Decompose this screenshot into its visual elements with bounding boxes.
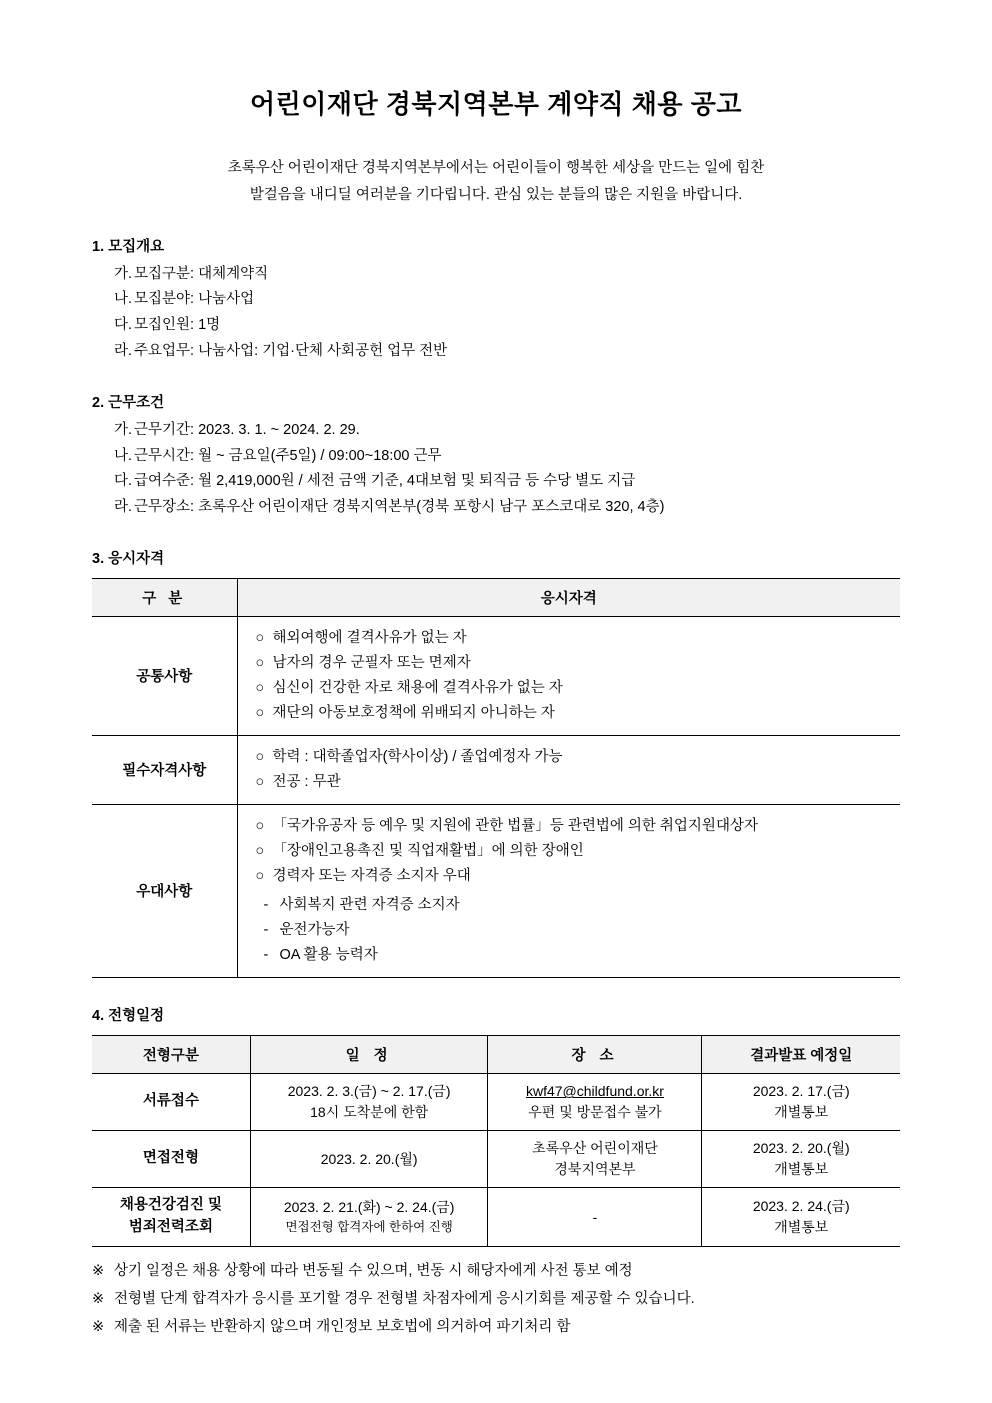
bullet-item — [256, 745, 901, 770]
table-row — [92, 617, 900, 736]
list-item — [114, 495, 900, 521]
section-working-conditions — [92, 391, 900, 521]
cell-result — [702, 1074, 900, 1131]
bullet-item — [256, 651, 901, 676]
bullet-item — [256, 676, 901, 701]
table-row — [92, 804, 900, 978]
table-header-row — [92, 579, 900, 617]
result-line-2: 개별통보 — [774, 1104, 829, 1121]
cell-stage: 면접전형 — [92, 1131, 250, 1188]
schedule-line-1: 2023. 2. 3.(금) ~ 2. 17.(금) — [287, 1083, 451, 1100]
dash-bullet-icon: - — [263, 897, 269, 914]
dash-text: 사회복지 관련 자격증 소지자 — [279, 897, 460, 914]
row-label-common: 공통사항 — [92, 617, 237, 736]
cell-place: - — [488, 1188, 702, 1247]
circle-bullet-icon: ○ — [255, 842, 265, 859]
list-item — [114, 418, 900, 444]
column-header-category: 구 분 — [92, 579, 237, 617]
reference-mark-icon: ※ — [92, 1262, 105, 1279]
intro-paragraph — [92, 155, 900, 209]
dash-text: OA 활용 능력자 — [279, 947, 378, 964]
dash-bullet-icon: - — [263, 947, 269, 964]
item-marker: 다. — [114, 473, 133, 490]
section1-list — [92, 262, 900, 365]
cell-stage: 서류접수 — [92, 1074, 250, 1131]
column-header-result: 결과발표 예정일 — [702, 1036, 900, 1074]
place-line-2: 경북지역본부 — [554, 1161, 636, 1178]
section2-title: 근무조건 — [108, 394, 165, 411]
stage-line-2: 범죄전력조회 — [128, 1219, 213, 1235]
row-label-required: 필수자격사항 — [92, 735, 237, 804]
dash-item — [256, 943, 901, 968]
item-text: 주요업무: 나눔사업: 기업·단체 사회공헌 업무 전반 — [134, 343, 448, 360]
circle-bullet-icon: ○ — [255, 704, 265, 721]
cell-result — [702, 1188, 900, 1247]
circle-bullet-icon: ○ — [255, 679, 265, 696]
row-content-required — [237, 735, 900, 804]
result-line-1: 2023. 2. 20.(월) — [752, 1140, 850, 1157]
item-marker: 다. — [114, 317, 133, 334]
bullet-item — [256, 864, 901, 889]
row-content-common — [237, 617, 900, 736]
schedule-line-1: 2023. 2. 21.(화) ~ 2. 24.(금) — [283, 1199, 455, 1216]
cell-schedule — [250, 1131, 488, 1188]
bullet-text: 전공 : 무관 — [272, 773, 341, 790]
item-marker: 나. — [114, 447, 133, 464]
item-text: 모집인원: 1명 — [134, 317, 221, 334]
cell-schedule — [250, 1074, 488, 1131]
circle-bullet-icon: ○ — [255, 748, 265, 765]
circle-bullet-icon: ○ — [255, 654, 265, 671]
place-line-2: 우편 및 방문접수 불가 — [528, 1104, 662, 1121]
result-line-1: 2023. 2. 24.(금) — [752, 1198, 850, 1214]
bullet-text: 「국가유공자 등 예우 및 지원에 관한 법률」등 관련법에 의한 취업지원대상자 — [272, 817, 758, 834]
section-recruitment-overview — [92, 235, 900, 365]
bullet-item — [256, 626, 901, 651]
note-text: 전형별 단계 합격자가 응시를 포기할 경우 전형별 차점자에게 응시기회를 제공할 수 있습니다. — [114, 1291, 695, 1308]
schedule-notes — [92, 1257, 900, 1342]
place-line-1: 초록우산 어린이재단 — [532, 1140, 658, 1157]
schedule-table — [92, 1035, 900, 1247]
circle-bullet-icon: ○ — [255, 867, 265, 884]
bullet-text: 심신이 건강한 자로 채용에 결격사유가 없는 자 — [272, 679, 563, 696]
result-line-2: 개별통보 — [774, 1161, 829, 1178]
item-marker: 나. — [114, 291, 133, 308]
section1-number: 1. — [92, 238, 105, 255]
section-selection-schedule — [92, 1004, 900, 1341]
dash-item — [256, 918, 901, 943]
item-marker: 라. — [114, 499, 133, 516]
column-header-place: 장 소 — [488, 1036, 702, 1074]
circle-bullet-icon: ○ — [255, 817, 265, 834]
item-text: 근무시간: 월 ~ 금요일(주5일) / 09:00~18:00 근무 — [134, 447, 442, 464]
bullet-text: 재단의 아동보호정책에 위배되지 아니하는 자 — [272, 704, 555, 721]
column-header-qualification: 응시자격 — [237, 579, 900, 617]
section2-heading — [92, 391, 900, 412]
list-item — [114, 339, 900, 365]
dash-item — [256, 893, 901, 918]
section2-list — [92, 418, 900, 521]
email-link[interactable]: kwf47@childfund.or.kr — [525, 1083, 664, 1100]
section1-title: 모집개요 — [108, 238, 165, 255]
item-marker: 가. — [114, 265, 133, 282]
section3-title: 응시자격 — [108, 551, 165, 567]
page-title: 어린이재단 경북지역본부 계약직 채용 공고 — [250, 89, 742, 119]
list-item — [114, 469, 900, 495]
intro-line-2: 발걸음을 내디딜 여러분을 기다립니다. 관심 있는 분들의 많은 지원을 바랍니다. — [249, 186, 743, 203]
bullet-text: 경력자 또는 자격증 소지자 우대 — [272, 867, 471, 884]
schedule-line-2: 18시 도착분에 한함 — [310, 1104, 429, 1121]
bullet-item — [256, 814, 901, 839]
reference-mark-icon: ※ — [92, 1291, 105, 1308]
bullet-text: 남자의 경우 군필자 또는 면제자 — [272, 654, 471, 671]
schedule-line-1: 2023. 2. 20.(월) — [320, 1150, 418, 1167]
item-marker: 라. — [114, 343, 133, 360]
item-text: 근무기간: 2023. 3. 1. ~ 2024. 2. 29. — [134, 421, 360, 438]
list-item — [114, 262, 900, 288]
item-text: 급여수준: 월 2,419,000원 / 세전 금액 기준, 4대보험 및 퇴직금 등 수당 별도 지급 — [134, 473, 636, 490]
table-row — [92, 1188, 900, 1247]
section4-heading — [92, 1004, 900, 1025]
bullet-item — [256, 701, 901, 726]
section2-number: 2. — [92, 394, 105, 411]
item-marker: 가. — [114, 421, 133, 438]
list-item — [114, 287, 900, 313]
schedule-line-2: 면접전형 합격자에 한하여 진행 — [285, 1220, 453, 1235]
list-item — [114, 444, 900, 470]
section3-heading — [92, 547, 900, 568]
note-item — [92, 1257, 900, 1285]
cell-place — [488, 1074, 702, 1131]
column-header-date: 일 정 — [250, 1036, 488, 1074]
qualifications-table — [92, 578, 900, 978]
note-text: 상기 일정은 채용 상황에 따라 변동될 수 있으며, 변동 시 해당자에게 사전 통보 예정 — [114, 1262, 633, 1279]
note-text: 제출 된 서류는 반환하지 않으며 개인정보 보호법에 의거하여 파기처리 함 — [114, 1319, 571, 1336]
intro-line-1: 초록우산 어린이재단 경북지역본부에서는 어린이들이 행복한 세상을 만드는 일에 힘찬 — [227, 160, 765, 176]
bullet-item — [256, 770, 901, 795]
section1-heading — [92, 235, 900, 256]
note-item — [92, 1285, 900, 1313]
result-line-1: 2023. 2. 17.(금) — [752, 1083, 850, 1100]
item-text: 모집분야: 나눔사업 — [134, 291, 255, 308]
item-text: 모집구분: 대체계약직 — [134, 265, 269, 282]
circle-bullet-icon: ○ — [255, 630, 265, 646]
table-row — [92, 1074, 900, 1131]
row-content-preferred — [237, 804, 900, 978]
circle-bullet-icon: ○ — [255, 773, 265, 790]
dash-bullet-icon: - — [263, 922, 269, 939]
dash-text: 운전가능자 — [279, 922, 350, 939]
cell-schedule — [250, 1188, 488, 1247]
item-text: 근무장소: 초록우산 어린이재단 경북지역본부(경북 포항시 남구 포스코대로 320, 4층) — [134, 499, 665, 516]
cell-stage — [92, 1188, 250, 1247]
list-item — [114, 313, 900, 339]
bullet-text: 해외여행에 결격사유가 없는 자 — [272, 630, 467, 646]
bullet-text: 「장애인고용촉진 및 직업재활법」에 의한 장애인 — [272, 842, 584, 859]
stage-line-1: 채용건강검진 및 — [119, 1197, 222, 1214]
section4-number: 4. — [92, 1008, 105, 1025]
section4-title: 전형일정 — [108, 1008, 165, 1025]
table-header-row — [92, 1036, 900, 1074]
note-item — [92, 1313, 900, 1341]
cell-result — [702, 1131, 900, 1188]
bullet-text: 학력 : 대학졸업자(학사이상) / 졸업예정자 가능 — [272, 748, 563, 765]
cell-place — [488, 1131, 702, 1188]
bullet-item — [256, 839, 901, 864]
table-row — [92, 1131, 900, 1188]
result-line-2: 개별통보 — [774, 1219, 829, 1235]
reference-mark-icon: ※ — [92, 1319, 105, 1336]
row-label-preferred: 우대사항 — [92, 804, 237, 978]
section3-number: 3. — [92, 551, 105, 567]
section-qualifications — [92, 547, 900, 978]
table-row — [92, 735, 900, 804]
column-header-stage: 전형구분 — [92, 1036, 250, 1074]
